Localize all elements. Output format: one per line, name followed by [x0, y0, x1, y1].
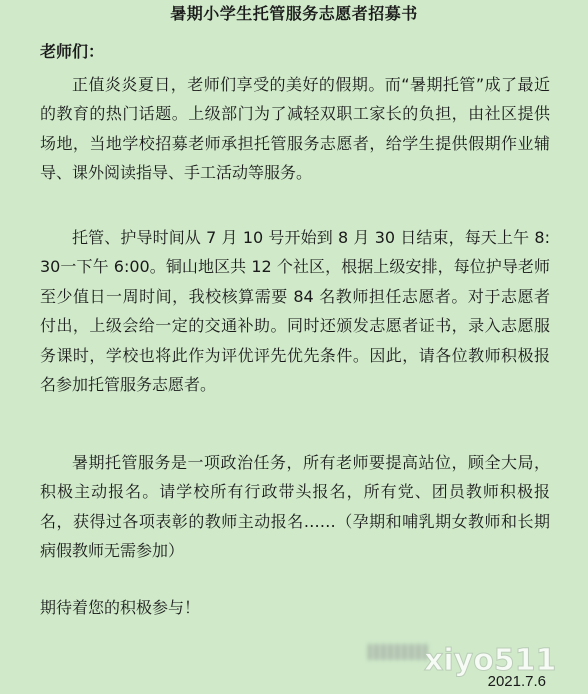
document-date: 2021.7.6: [487, 673, 546, 690]
salutation: 老师们：: [40, 42, 105, 61]
closing-line: 期待着您的积极参与！: [40, 598, 201, 617]
paragraph-intro: 正值炎炎夏日，老师们享受的美好的假期。而“暑期托管”成了最近的教育的热门话题。上级部门为了减轻双职工家长的负担，由社区提供场地，当地学校招募老师承担托管服务志愿者，给学生提供假期作业辅导、课外阅读指导、手工活动等服务。: [40, 75, 550, 183]
document-title: 暑期小学生托管服务志愿者招募书: [170, 4, 418, 23]
blurred-signature: [368, 644, 428, 660]
paragraph-requirements: 暑期托管服务是一项政治任务，所有老师要提高站位，顾全大局，积极主动报名。请学校所有行政带头报名，所有党、团员教师积极报名，获得过各项表彰的教师主动报名……（孕期和哺乳期女教师和长期病假教师无需参加）: [40, 453, 550, 561]
paragraph-schedule: 托管、护导时间从 7 月 10 号开始到 8 月 30 日结束，每天上午 8:30一下午 6:00。铜山地区共 12 个社区，根据上级安排，每位护导老师至少值日一周时间，我校核算需要 84 名教师担任志愿者。对于志愿者付出，上级会给一定的交通补助。同时还颁发志愿者证书，录入志愿服务课时，学校也将此作为评优评先优先条件。因此，请各位教师积极报名参加托管服务志愿者。: [40, 228, 550, 395]
svg-text:xiyo511: xiyo511: [424, 643, 557, 678]
